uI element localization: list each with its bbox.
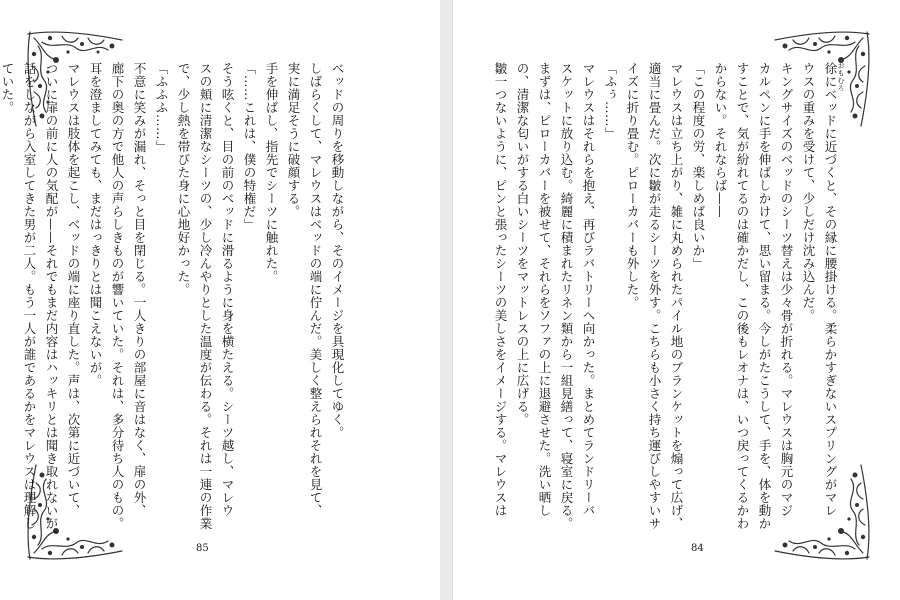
text-line: マレウスはそれらを抱え、再びラバトリーへ向かった。まとめてランドリーバ xyxy=(581,62,596,517)
text-line: スの頬に清潔なシーツの、少し冷んやりとした温度が伝わる。それは一連の作業 xyxy=(198,62,213,530)
text-line: の、清潔な匂いがする白いシーツをマットレスの上に広げる。 xyxy=(515,62,530,426)
text-line: で、少し熱を帯びた身に心地好かった。 xyxy=(176,62,191,296)
body-text-85 xyxy=(0,62,348,543)
text-line: 「……これは、僕の特権だ」 xyxy=(242,62,257,231)
text-line: キングサイズのベッドのシーツ替えは少々骨が折れる。マレウスは胸元のマジ xyxy=(779,62,794,517)
text-line: 耳を澄ましてみても、まだはっきりとは聞こえないが。 xyxy=(88,62,103,387)
text-line: 不意に笑みが漏れ、そっと目を閉じる。一人きりの部屋に音はなく、扉の外、 xyxy=(132,62,147,517)
text-line: 「ふぅ……」 xyxy=(603,62,618,140)
text-line: スケットに放り込む。綺麗に積まれたリネン類から一組見繕って、寝室に戻る。 xyxy=(559,62,574,530)
page-85 xyxy=(0,0,441,600)
text-line: すことで、気が紛れてるのは確かだし、この後もレオナは、いつ戻ってくるかわ xyxy=(735,62,750,530)
body-text-84 xyxy=(489,62,845,532)
text-line: 手を伸ばし、指先でシーツに触れた。 xyxy=(264,62,279,283)
text-line: 「この程度の労、楽しめば良いか」 xyxy=(691,62,706,270)
text-line: ついに扉の前に人の気配が——それでもまだ内容はハッキリとは聞き取れないが、 xyxy=(44,62,59,543)
page-number: 84 xyxy=(691,543,704,554)
text-line: マレウスは立ち上がり、雑に丸められたパイル地のブランケットを煽って広げ、 xyxy=(669,62,684,530)
text-line: 適当に畳んだ。次に皺が走るシーツを外す。こちらも小さく持ち運びしやすいサ xyxy=(647,62,662,530)
text-line: カルペンに手を伸ばしかけて、思い留まる。今しがたこうして、手を、体を動か xyxy=(757,62,772,530)
text-line: ウスの重みを受けて、少しだけ沈み込んだ。 xyxy=(801,62,816,322)
text-line: ベッドの周りを移動しながら、そのイメージを具現化してゆく。 xyxy=(330,62,345,439)
text-line: ていた。 xyxy=(0,62,15,114)
page-number: 85 xyxy=(196,543,209,554)
text-line: そう呟くと、目の前のベッドに滑るように身を横たえる。シーツ越し、マレウ xyxy=(220,62,235,517)
text-line: 実に満足そうに破顔する。 xyxy=(286,62,301,218)
book-gutter xyxy=(440,0,452,600)
text-line: まずは、ピローカバーを被せて、それらをソファの上に退避させた。洗い晒し xyxy=(537,62,552,517)
text-line: 「ふふふ……」 xyxy=(154,62,169,153)
text-line: しばらくして、マレウスはベッドの端に佇んだ。美しく整えられそれを見て、 xyxy=(308,62,323,517)
text-line: 話をしながら入室してきた男が二人。もう一人が誰であるかをマレウスは理解し xyxy=(22,62,37,530)
page-84 xyxy=(452,0,900,600)
text-line: 皺一つないように、ピンと張ったシーツの美しさをイメージする。マレウスは xyxy=(493,62,508,517)
text-line: マレウスは肢体を起こし、ベッドの端に座り直した。声は、次第に近づいて、 xyxy=(66,62,81,517)
text-line: からない。それならば—— xyxy=(713,62,728,218)
text-line: おもむろ 徐にベッドに近づくと、その縁に腰掛ける。柔らかすぎないスプリングがマレ xyxy=(819,62,841,532)
ruby-reading: おもむろ xyxy=(837,62,845,92)
text-line: 廊下の奥の方で他人の声らしきものが響いていた。それは、多分待ち人のもの。 xyxy=(110,62,125,530)
text-line: イズに折り畳む。ピローカバーも外した。 xyxy=(625,62,640,309)
